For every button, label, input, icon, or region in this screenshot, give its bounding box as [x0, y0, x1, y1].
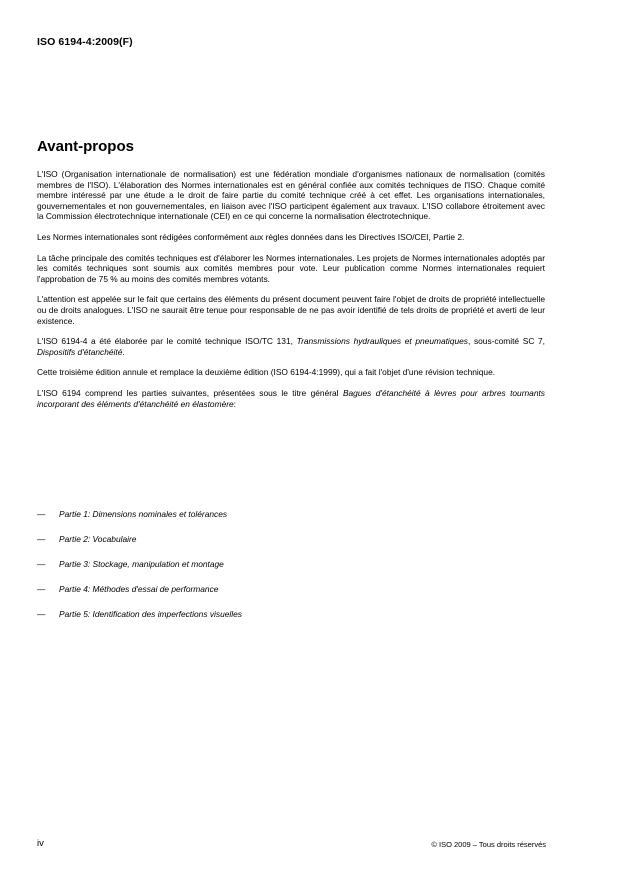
document-id: ISO 6194-4:2009(F)	[37, 36, 133, 48]
part-label: Partie 5: Identification des imperfections visuelles	[59, 609, 242, 619]
paragraph-directives: Les Normes internationales sont rédigées conformément aux règles données dans les Directives ISO/CEI, Partie 2.	[37, 231, 465, 242]
part-label: Partie 2: Vocabulaire	[59, 534, 137, 544]
part-label: Partie 4: Méthodes d'essai de performance	[59, 584, 219, 594]
copyright-notice: © ISO 2009 – Tous droits réservés	[431, 840, 546, 849]
committee-title: Transmissions hydrauliques et pneumatiques	[296, 336, 468, 347]
text-span: .	[122, 346, 125, 357]
section-title: Avant-propos	[37, 138, 134, 155]
text-span: L'ISO 6194-4 a été élaborée par le comité technique ISO/TC 131,	[37, 336, 297, 347]
list-dash: —	[37, 559, 46, 569]
paragraph-prepared-by	[37, 336, 545, 357]
list-dash: —	[37, 509, 46, 519]
general-title: Bagues d'étanchéité à lèvres pour arbres tournants incorporant des éléments d'étanchéité en élastomère	[37, 387, 545, 409]
list-dash: —	[37, 584, 46, 594]
list-item	[37, 509, 545, 534]
list-item	[37, 609, 545, 634]
paragraph-edition: Cette troisième édition annule et remplace la deuxième édition (ISO 6194-4:1999), qui a fait l'objet d'une révision technique.	[37, 367, 496, 378]
page-number: iv	[37, 838, 44, 849]
parts-list	[37, 509, 545, 634]
paragraph-parts-intro	[37, 388, 545, 409]
list-dash: —	[37, 609, 46, 619]
paragraph-iso-intro: L'ISO (Organisation internationale de normalisation) est une fédération mondiale d'organismes nationaux de normalisation (comités membres de l'ISO). L'élaboration des Normes internationales est en général confiée aux comités techniques de l'ISO. Chaque comité membre intéressé par une étude a le droit de faire partie du comité technique créé à cet effet. Les organisations internationales, gouvernementales et non gouvernementales, en liaison avec l'ISO participent également aux travaux. L'ISO collabore étroitement avec la Commission électrotechnique internationale (CEI) en ce qui concerne la normalisation électrotechnique.	[37, 169, 545, 222]
foreword-body	[37, 169, 545, 419]
list-dash: —	[37, 534, 46, 544]
part-label: Partie 1: Dimensions nominales et tolérances	[59, 509, 228, 519]
subcommittee-title: Dispositifs d'étanchéité	[37, 346, 123, 357]
part-label: Partie 3: Stockage, manipulation et montage	[59, 559, 224, 569]
list-item	[37, 559, 545, 584]
list-item	[37, 584, 545, 609]
text-span: L'ISO 6194 comprend les parties suivantes, présentées sous le titre général	[37, 387, 343, 398]
paragraph-patent-rights: L'attention est appelée sur le fait que certains des éléments du présent document peuvent faire l'objet de droits de propriété intellectuelle ou de droits analogues. L'ISO ne saurait être tenue pour responsable de ne pas avoir identifié de tels droits de propriété et averti de leur existence.	[37, 294, 545, 326]
text-span: , sous-comité SC 7,	[467, 336, 545, 347]
text-span: :	[233, 398, 236, 409]
list-item	[37, 534, 545, 559]
paragraph-technical-committees: La tâche principale des comités techniques est d'élaborer les Normes internationales. Les projets de Normes internationales adoptés par les comités techniques sont soumis aux comités membres pour vote. Leur publication comme Normes internationales requiert l'approbation de 75 % au moins des comités membres votants.	[37, 252, 545, 284]
